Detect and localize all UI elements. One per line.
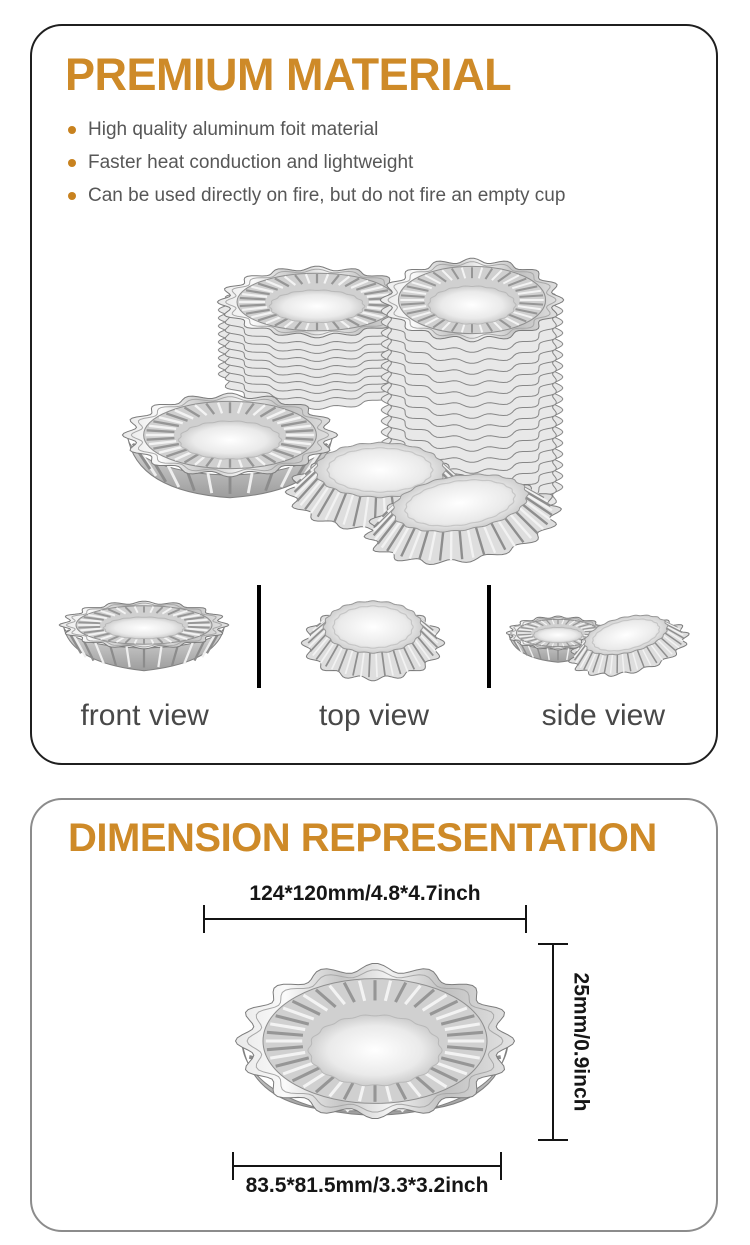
bullet-dot-icon xyxy=(68,126,76,134)
top-width-dimension-label: 124*120mm/4.8*4.7inch xyxy=(249,882,481,905)
side-view-block xyxy=(491,583,716,733)
top-width-dimension-line xyxy=(203,918,527,920)
top-view-image xyxy=(276,583,471,691)
bullet-dot-icon xyxy=(68,159,76,167)
front-view-block xyxy=(32,583,257,733)
height-dimension-line xyxy=(552,943,554,1141)
bottom-width-dimension-label: 83.5*81.5mm/3.3*3.2inch xyxy=(245,1174,489,1197)
side-view-image xyxy=(506,583,701,691)
height-dimension-label-wrap xyxy=(558,943,602,1141)
feature-item xyxy=(68,186,565,206)
bottom-width-dimension-line xyxy=(232,1165,502,1167)
feature-text: Can be used directly on fire, but do not fire an empty cup xyxy=(88,185,566,206)
product-photo-foil-cup-stacks xyxy=(75,240,675,570)
top-view-block xyxy=(261,583,486,733)
premium-material-title: PREMIUM MATERIAL xyxy=(65,49,512,100)
feature-item xyxy=(68,120,565,140)
dimension-card xyxy=(30,798,718,1232)
product-views-row xyxy=(32,583,716,733)
feature-text: High quality aluminum foit material xyxy=(88,119,379,140)
feature-list xyxy=(68,120,565,219)
dimension-product-image xyxy=(225,953,525,1145)
height-dimension-label: 25mm/0.9inch xyxy=(569,972,592,1112)
feature-item xyxy=(68,153,565,173)
side-view-label: side view xyxy=(541,699,666,732)
top-view-label: top view xyxy=(318,699,430,732)
front-view-label: front view xyxy=(80,699,209,732)
dimension-title: DIMENSION REPRESENTATION xyxy=(68,816,657,860)
feature-text: Faster heat conduction and lightweight xyxy=(88,152,414,173)
premium-material-card xyxy=(30,24,718,765)
bullet-dot-icon xyxy=(68,192,76,200)
front-view-image xyxy=(47,583,242,691)
